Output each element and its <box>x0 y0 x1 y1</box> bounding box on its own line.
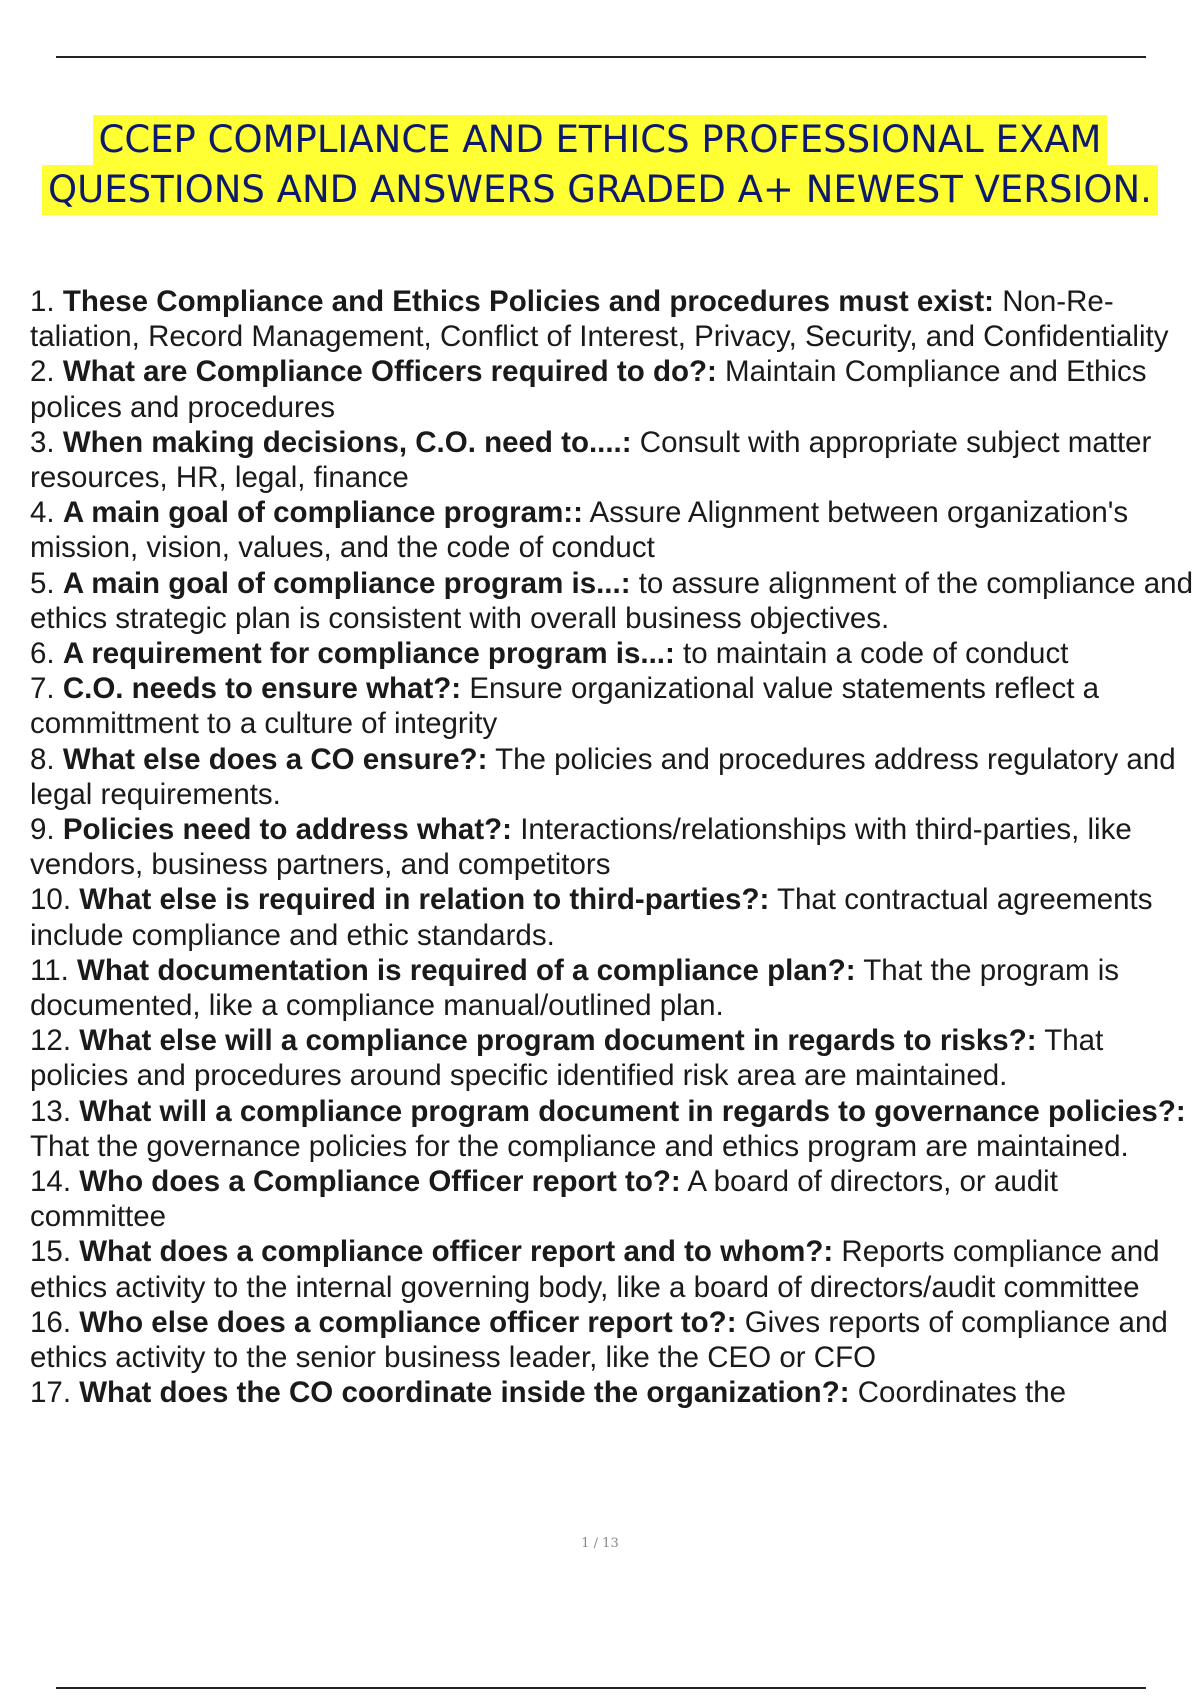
document-title <box>0 115 1200 215</box>
qa-number: 1. <box>30 285 55 318</box>
qa-answer: That policies and procedures around specific identified risk area are maintained. <box>30 1024 1104 1093</box>
qa-number: 7. <box>30 672 55 706</box>
qa-item-6 <box>30 636 1200 671</box>
qa-answer: That the program is documented, like a compliance manual/outlined plan. <box>30 953 1120 1023</box>
qa-question: What else will a compliance program document in regards to risks?: <box>79 1024 1037 1058</box>
qa-number: 17. <box>30 1376 72 1410</box>
qa-number: 4. <box>30 496 55 530</box>
qa-item-2 <box>30 354 1200 424</box>
qa-answer: Ensure organizational value statements reflect a committment to a culture of integrity <box>30 672 1100 741</box>
qa-number: 13. <box>30 1094 72 1128</box>
qa-item-14 <box>30 1164 1200 1234</box>
qa-question: What does a compliance officer report and to whom?: <box>79 1235 834 1269</box>
qa-answer: Gives reports of compliance and ethics activity to the senior business leader, like the CEO or CFO <box>30 1305 1168 1375</box>
qa-number: 14. <box>30 1165 72 1199</box>
title-line-2: QUESTIONS AND ANSWERS GRADED A+ NEWEST VERSION. <box>42 165 1158 215</box>
qa-item-5 <box>30 566 1200 636</box>
qa-item-7 <box>30 671 1200 741</box>
qa-number: 10. <box>30 883 72 917</box>
qa-number: 5. <box>30 566 55 600</box>
qa-question: These Compliance and Ethics Policies and procedures must exist: <box>62 285 994 318</box>
qa-question: C.O. needs to ensure what?: <box>62 672 462 706</box>
qa-item-13 <box>30 1094 1200 1164</box>
qa-number: 9. <box>30 813 55 847</box>
qa-item-3 <box>30 425 1200 495</box>
qa-answer: The policies and procedures address regulatory and legal requirements. <box>30 742 1176 811</box>
qa-item-12 <box>30 1023 1200 1093</box>
qa-answer: to assure alignment of the compliance and ethics strategic plan is consistent with overall business objectives. <box>30 566 1193 635</box>
qa-question: What will a compliance program document in regards to governance policies?: <box>79 1094 1186 1128</box>
qa-question: A main goal of compliance program:: <box>62 496 583 530</box>
title-line-1: CCEP COMPLIANCE AND ETHICS PROFESSIONAL EXAM <box>93 115 1108 165</box>
qa-item-4 <box>30 495 1200 565</box>
qa-item-10 <box>30 882 1200 952</box>
qa-answer: That the governance policies for the compliance and ethics program are maintained. <box>30 1129 1129 1163</box>
bottom-rule <box>56 1687 1146 1689</box>
qa-question: What else does a CO ensure?: <box>62 742 488 776</box>
qa-item-11 <box>30 953 1200 1023</box>
qa-question: A requirement for compliance program is...: <box>62 637 675 671</box>
qa-answer: Interactions/relationships with third-parties, like vendors, business partners, and competitors <box>30 813 1132 882</box>
qa-number: 2. <box>30 355 55 389</box>
qa-question: Who does a Compliance Officer report to?: <box>79 1165 681 1199</box>
qa-question: What else is required in relation to third-parties?: <box>79 883 770 917</box>
qa-item-1 <box>30 284 1200 354</box>
qa-question: What does the CO coordinate inside the organization?: <box>79 1376 850 1410</box>
qa-number: 15. <box>30 1235 72 1269</box>
page-number: 1 / 13 <box>581 1536 619 1551</box>
qa-answer: Coordinates the <box>857 1376 1067 1410</box>
qa-item-15 <box>30 1234 1200 1304</box>
qa-item-17 <box>30 1375 1200 1410</box>
qa-question: What are Compliance Officers required to do?: <box>62 355 717 389</box>
qa-item-8 <box>30 742 1200 812</box>
qa-number: 6. <box>30 637 55 671</box>
qa-number: 11. <box>30 953 69 987</box>
top-rule <box>56 56 1146 58</box>
qa-item-16 <box>30 1305 1200 1375</box>
qa-number: 8. <box>30 742 55 776</box>
qa-answer: Reports compliance and ethics activity to the internal governing body, like a board of directors/audit committee <box>30 1235 1160 1304</box>
qa-question: What documentation is required of a compliance plan?: <box>77 953 856 987</box>
qa-answer: Consult with appropriate subject matter resources, HR, legal, finance <box>30 425 1152 495</box>
qa-number: 12. <box>30 1024 72 1058</box>
qa-question: When making decisions, C.O. need to....: <box>62 425 632 459</box>
qa-answer: Non-Retaliation, Record Management, Conflict of Interest, Privacy, Security, and Confidentiality <box>30 285 1169 354</box>
qa-number: 3. <box>30 425 55 459</box>
qa-answer: to maintain a code of conduct <box>683 637 1069 671</box>
qa-answer: That contractual agreements include compliance and ethic standards. <box>30 883 1153 952</box>
qa-answer: Assure Alignment between organization's mission, vision, values, and the code of conduct <box>30 496 1129 565</box>
qa-question: A main goal of compliance program is...: <box>62 566 631 600</box>
qa-list <box>30 284 1200 1411</box>
qa-item-9 <box>30 812 1200 882</box>
qa-question: Policies need to address what?: <box>62 813 512 847</box>
qa-answer: A board of directors, or audit committee <box>30 1165 1058 1234</box>
qa-number: 16. <box>30 1305 72 1339</box>
qa-answer: Maintain Compliance and Ethics polices and procedures <box>30 355 1147 424</box>
qa-question: Who else does a compliance officer report to?: <box>79 1305 737 1339</box>
